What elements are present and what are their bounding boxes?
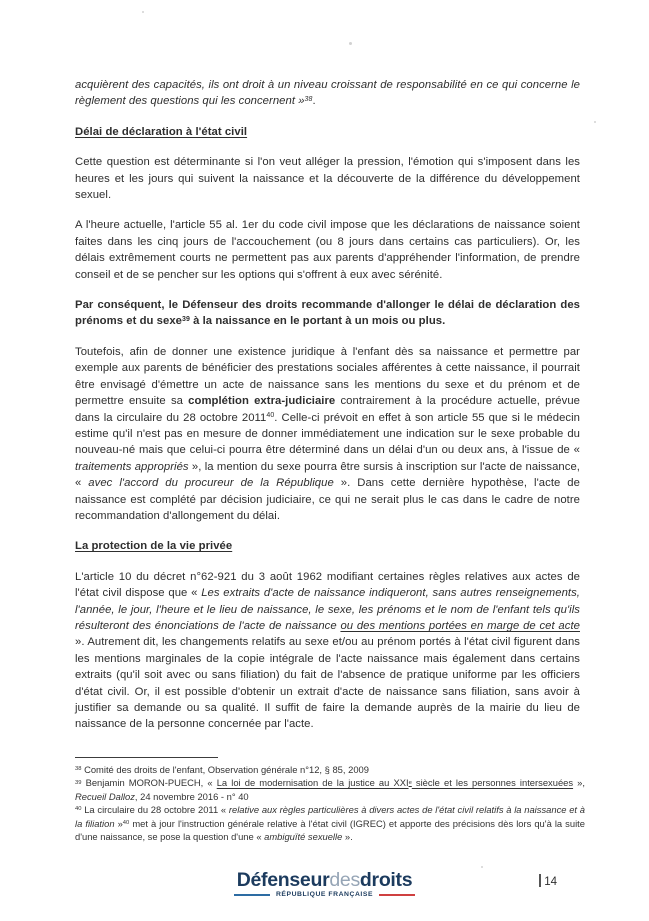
footnote-list [75, 763, 585, 843]
footnote: $^{39}$ Benjamin MORON-PUECH, « La loi de modernisation de la justice au XXIe siècle et les personnes intersexuées », Recueil Dalloz, 24 novembre 2016 - n° 40 [75, 777, 585, 802]
logo-word-des: des [329, 869, 360, 891]
logo-word-defenseur: Défenseur [236, 869, 330, 891]
scan-speck [349, 42, 352, 45]
paragraph: Toutefois, afin de donner une existence juridique à l'enfant dès sa naissance et permettre par exemple aux parents de bénéficier des prestations sociales afférentes à cette naissance, il pourrait être envisagé d'émettre un acte de naissance sans les mentions du sexe et du prénom et de permettre ensuite sa complétion extra-judiciaire contrairement à la procédure actuelle, prévue dans la circulaire du 28 octobre 2011$^{40}$. Celle-ci prévoit en effet à son article 55 que si le médecin estime qu'il n'est pas en mesure de donner immédiatement une indication sur le sexe probable du nouveau-né mais que celui-ci pourra être déterminé dans un délai d'un ou deux ans, à l'issue de « traitements appropriés », la mention du sexe pourra être sursis à inscription sur l'acte de naissance, « avec l'accord du procureur de la République ». Dans cette dernière hypothèse, l'acte de naissance est complété par décision judiciaire, ce qui ne serait plus le cas dans le cadre de notre recommandation d'allongement du délai. [75, 345, 581, 522]
logo-tagline-row [0, 891, 649, 898]
logo-word-droits: droits [359, 869, 413, 891]
section-heading: Délai de déclaration à l'état civil [75, 125, 248, 138]
paragraph: A l'heure actuelle, l'article 55 al. 1er du code civil impose que les déclarations de naissance soient faites dans les cinq jours de l'accouchement (ou 8 jours dans certains cas particuliers). Or, les délais extrêmement courts ne permettent pas aux parents d'appréhender l'information, de prendre conseil et de se pencher sur les options qui s'offrent à eux avec sérénité. [75, 219, 580, 281]
scan-speck [142, 11, 144, 13]
paragraph: acquièrent des capacités, ils ont droit à un niveau croissant de responsabilité en ce qui concerne le règlement des questions qui les concernent »$^{38}$. [75, 79, 580, 108]
paragraph: L'article 10 du décret n°62-921 du 3 août 1962 modifiant certaines règles relatives aux actes de l'état civil dispose que « Les extraits d'acte de naissance indiqueront, sans autres renseignements, l'année, le jour, l'heure et le lieu de naissance, le sexe, les prénoms et le nom de l'enfant tels qu'ils résulteront des énonciations de l'acte de naissance ou des mentions portées en marge de cet acte ». Autrement dit, les changements relatifs au sexe et/ou au prénom portés à l'état civil figurent dans les mentions marginales de la copie intégrale de l'acte naissance mais également dans certains extraits (qu'il soit avec ou sans filiation) du fait de l'absence de pratique uniforme par les officiers d'état civil. Or, il est possible d'obtenir un extrait d'acte de naissance sans filiation, sans avoir à justifier sa demande ou sa qualité. Il suffit de faire la demande auprès de la mairie du lieu de naissance de la personne concernée par l'acte. [75, 570, 580, 731]
page-number-value: 14 [544, 876, 557, 888]
footnote-separator [75, 757, 218, 758]
section-heading: La protection de la vie privée [75, 540, 233, 553]
paragraph: Cette question est déterminante si l'on veut alléger la pression, l'émotion qui s'imposent dans les heures et les jours qui suivent la naissance et la découverte de la différence du développement sexuel. [75, 156, 580, 202]
page-number-bar [539, 874, 541, 887]
scan-speck [481, 866, 483, 868]
document-body [75, 77, 580, 747]
page-footer [0, 870, 649, 910]
footnote: $^{40}$ La circulaire du 28 octobre 2011 « relative aux règles particulières à divers actes de l'état civil relatifs à la naissance et à la filiation »$^{40}$ met à jour l'instruction générale relative à l'état civil (IGREC) et apporte des précisions dès lors qu'à la suite d'une naissance, se pose la question d'une « ambiguïté sexuelle ». [75, 804, 585, 843]
footnote: $^{38}$ Comité des droits de l'enfant, Observation générale n°12, § 85, 2009 [75, 764, 369, 775]
tagline-blue-rule [234, 894, 270, 896]
logo-tagline: RÉPUBLIQUE FRANÇAISE [275, 891, 374, 898]
scan-speck [594, 121, 596, 123]
tagline-red-rule [379, 894, 415, 896]
page-number [539, 874, 557, 888]
paragraph: Par conséquent, le Défenseur des droits recommande d'allonger le délai de déclaration des prénoms et du sexe$^{39}$ à la naissance en le portant à un mois ou plus. [75, 299, 580, 328]
